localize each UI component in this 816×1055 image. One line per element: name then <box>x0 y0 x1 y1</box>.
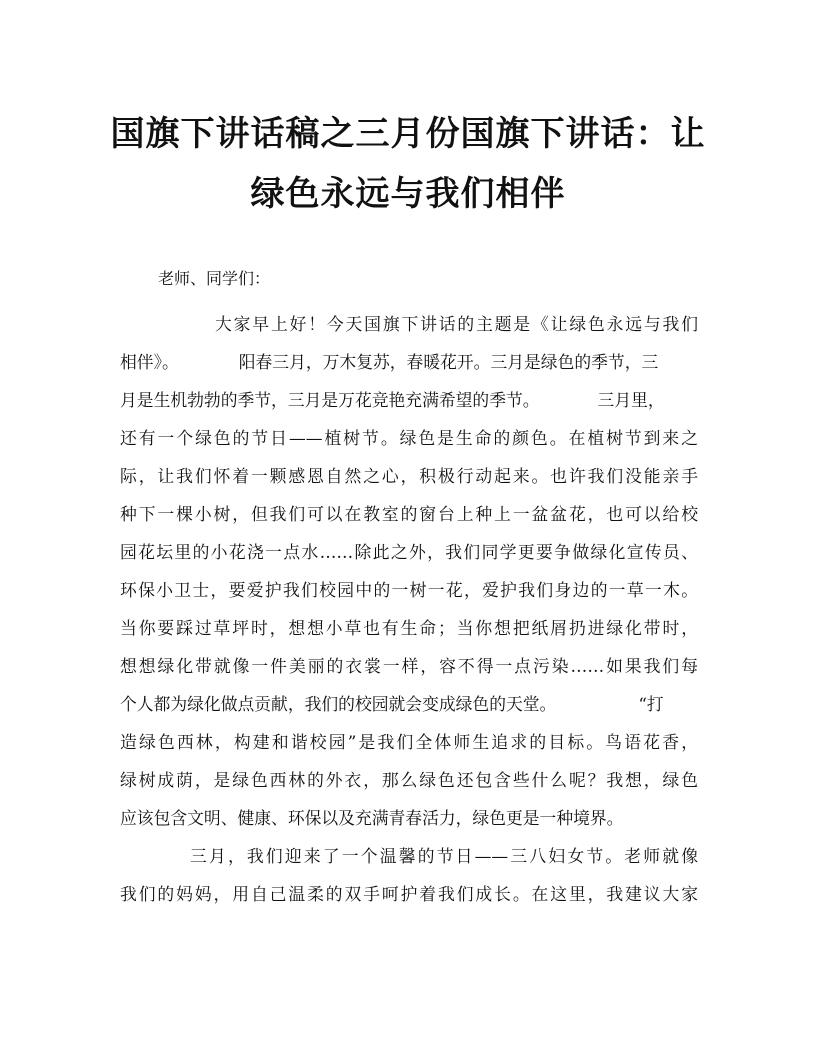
text-segment: 相伴》。 <box>120 352 179 372</box>
text-line: 际，让我们怀着一颗感恩自然之心，积极行动起来。也许我们没能亲手 <box>120 466 698 486</box>
text-line: 应该包含文明、健康、环保以及充满青春活力，绿色更是一种境界。 <box>120 808 624 828</box>
greeting: 老师、同学们： <box>158 269 271 288</box>
text-line: 大家早上好！今天国旗下讲话的主题是《让绿色永远与我们 <box>215 314 698 334</box>
text-line: 三月，我们迎来了一个温馨的节日——三八妇女节。老师就像 <box>190 846 698 866</box>
text-segment: 三月里， <box>597 390 665 410</box>
text-line: 环保小卫士，要爱护我们校园中的一树一花，爱护我们身边的一草一木。 <box>120 580 698 600</box>
text-line: 当你要踩过草坪时，想想小草也有生命；当你想把纸屑扔进绿化带时， <box>120 618 698 638</box>
text-line <box>120 685 698 723</box>
text-line: 还有一个绿色的节日——植树节。绿色是生命的颜色。在植树节到来之 <box>120 428 698 448</box>
text-line <box>120 381 698 419</box>
text-line: 我们的妈妈，用自己温柔的双手呵护着我们成长。在这里，我建议大家 <box>120 884 698 904</box>
text-line <box>120 343 698 381</box>
text-line: 绿树成荫，是绿色西林的外衣，那么绿色还包含些什么呢？我想，绿色 <box>120 770 698 790</box>
text-segment: 月是生机勃勃的季节，三月是万花竞艳充满希望的季节。 <box>120 390 540 410</box>
title-line-2: 绿色永远与我们相伴 <box>250 174 566 214</box>
text-segment: 阳春三月，万木复苏，春暖花开。三月是绿色的季节，三 <box>238 352 659 372</box>
text-segment: “打 <box>638 694 664 714</box>
title-line-1: 国旗下讲话稿之三月份国旗下讲话：让 <box>110 114 706 154</box>
text-line: 园花坛里的小花浇一点水……除此之外，我们同学更要争做绿化宣传员、 <box>120 542 698 562</box>
page-title <box>110 104 706 224</box>
body-paragraphs <box>120 305 698 913</box>
text-line: 种下一棵小树，但我们可以在教室的窗台上种上一盆盆花，也可以给校 <box>120 504 698 524</box>
text-line: 想想绿化带就像一件美丽的衣裳一样，容不得一点污染……如果我们每 <box>120 656 698 676</box>
text-line: 造绿色西林，构建和谐校园”是我们全体师生追求的目标。鸟语花香， <box>120 732 698 752</box>
text-segment: 个人都为绿化做点贡献，我们的校园就会变成绿色的天堂。 <box>120 694 557 714</box>
